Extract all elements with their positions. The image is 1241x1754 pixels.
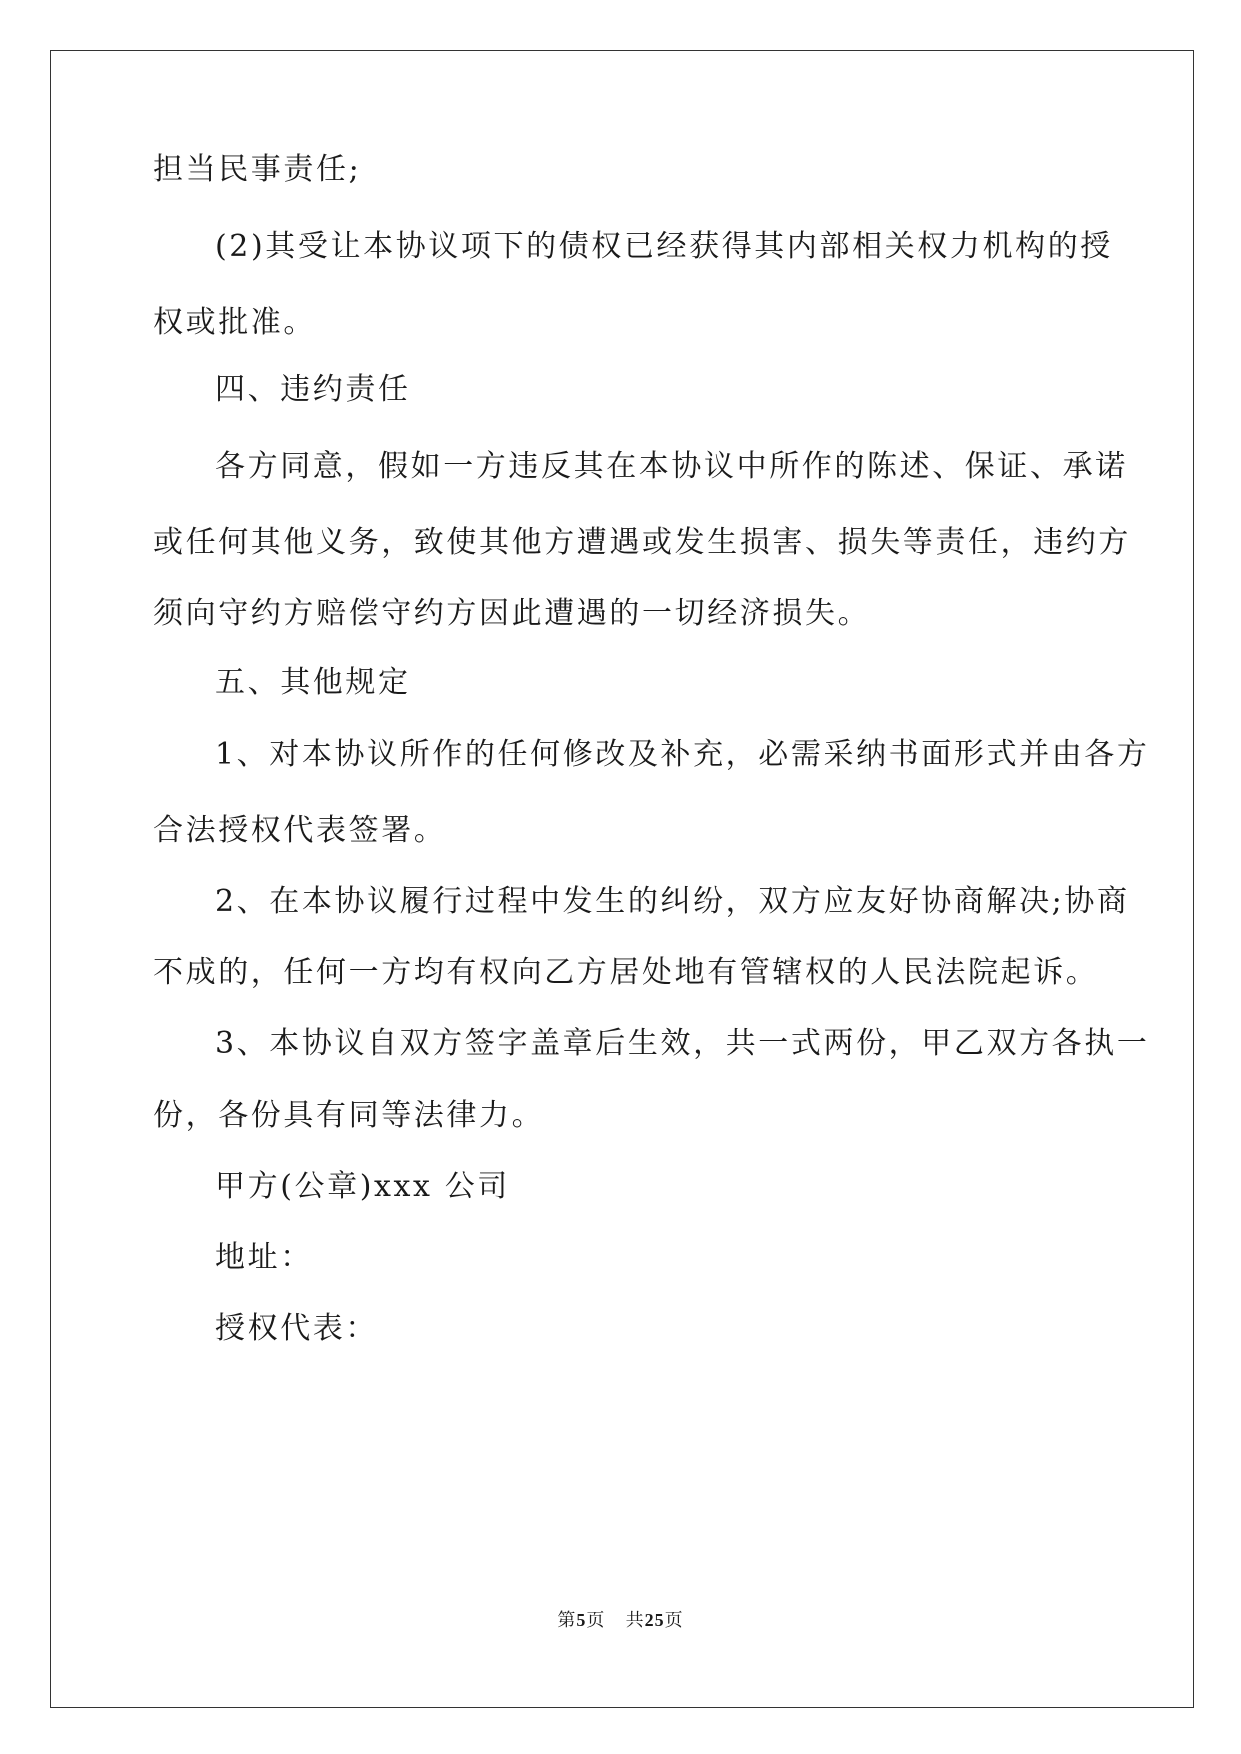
text-line-11: 2、在本协议履行过程中发生的纠纷，双方应友好协商解决;协商 bbox=[215, 884, 1130, 919]
text-line-3: 权或批准。 bbox=[153, 305, 316, 340]
address-line: 地址： bbox=[215, 1240, 313, 1275]
text-line-12: 不成的，任何一方均有权向乙方居处地有管辖权的人民法院起诉。 bbox=[153, 955, 1099, 990]
footer-page-suffix: 页 bbox=[586, 1610, 606, 1631]
page-border bbox=[50, 50, 1194, 1708]
page-footer bbox=[0, 1606, 1241, 1632]
footer-page-number: 5 bbox=[576, 1610, 587, 1630]
footer-total-prefix: 共 bbox=[625, 1610, 645, 1631]
text-line-1: 担当民事责任; bbox=[153, 152, 362, 187]
text-line-9: 1、对本协议所作的任何修改及补充，必需采纳书面形式并由各方 bbox=[215, 737, 1150, 772]
text-line-14: 份，各份具有同等法律力。 bbox=[153, 1098, 545, 1133]
text-line-7: 须向守约方赔偿守约方因此遭遇的一切经济损失。 bbox=[153, 596, 871, 631]
party-a-line: 甲方(公章)xxx 公司 bbox=[215, 1169, 510, 1204]
section-heading-4: 四、违约责任 bbox=[215, 372, 411, 407]
text-line-10: 合法授权代表签署。 bbox=[153, 813, 447, 848]
authorized-rep-line: 授权代表： bbox=[215, 1311, 378, 1346]
text-line-5: 各方同意，假如一方违反其在本协议中所作的陈述、保证、承诺 bbox=[215, 449, 1128, 484]
footer-total-suffix: 页 bbox=[664, 1610, 684, 1631]
footer-total-pages: 25 bbox=[644, 1610, 665, 1630]
text-line-2: (2)其受让本协议项下的债权已经获得其内部相关权力机构的授 bbox=[215, 229, 1113, 264]
section-heading-5: 五、其他规定 bbox=[215, 665, 411, 700]
footer-page-prefix: 第 bbox=[557, 1610, 577, 1631]
text-line-6: 或任何其他义务，致使其他方遭遇或发生损害、损失等责任，违约方 bbox=[153, 525, 1131, 560]
text-line-13: 3、本协议自双方签字盖章后生效，共一式两份，甲乙双方各执一 bbox=[215, 1026, 1150, 1061]
